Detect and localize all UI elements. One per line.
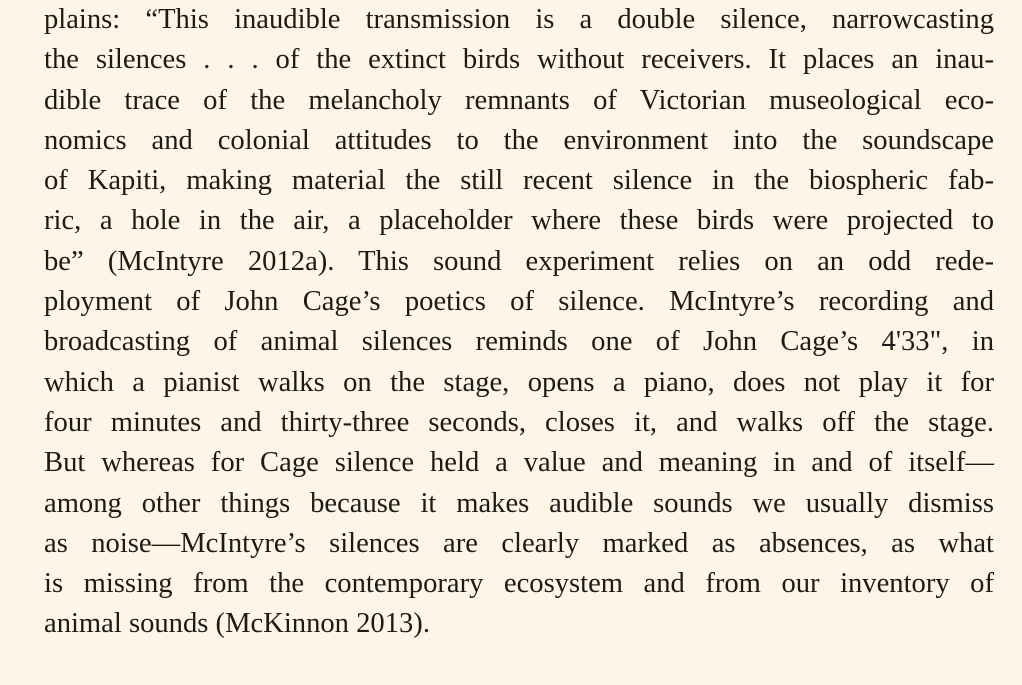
text-line: nomics and colonial attitudes to the environment into the soundscape [44,124,994,156]
body-paragraph [44,0,994,645]
text-line: four minutes and thirty-three seconds, closes it, and walks off the stage. [44,406,994,438]
text-line-last: animal sounds (McKinnon 2013). [44,608,430,640]
text-line: is missing from the contemporary ecosystem and from our inventory of [44,568,994,600]
text-line: But whereas for Cage silence held a value and meaning in and of itself— [44,447,994,479]
text-line: as noise—McIntyre’s silences are clearly marked as absences, as what [44,527,994,559]
text-line: of Kapiti, making material the still recent silence in the biospheric fab- [44,165,994,197]
text-line: plains: “This inaudible transmission is a double silence, narrowcasting [44,4,994,35]
text-line: ployment of John Cage’s poetics of silence. McIntyre’s recording and [44,286,994,318]
text-line: the silences . . . of the extinct birds without receivers. It places an inau- [44,44,994,76]
text-line: among other things because it makes audible sounds we usually dismiss [44,487,994,519]
text-line: broadcasting of animal silences reminds one of John Cage’s 4'33", in [44,326,994,358]
text-line: dible trace of the melancholy remnants of Victorian museological eco- [44,84,994,116]
text-line: which a pianist walks on the stage, opens a piano, does not play it for [44,366,994,398]
text-line: ric, a hole in the air, a placeholder where these birds were projected to [44,205,994,237]
text-line: be” (McIntyre 2012a). This sound experiment relies on an odd rede- [44,245,994,277]
